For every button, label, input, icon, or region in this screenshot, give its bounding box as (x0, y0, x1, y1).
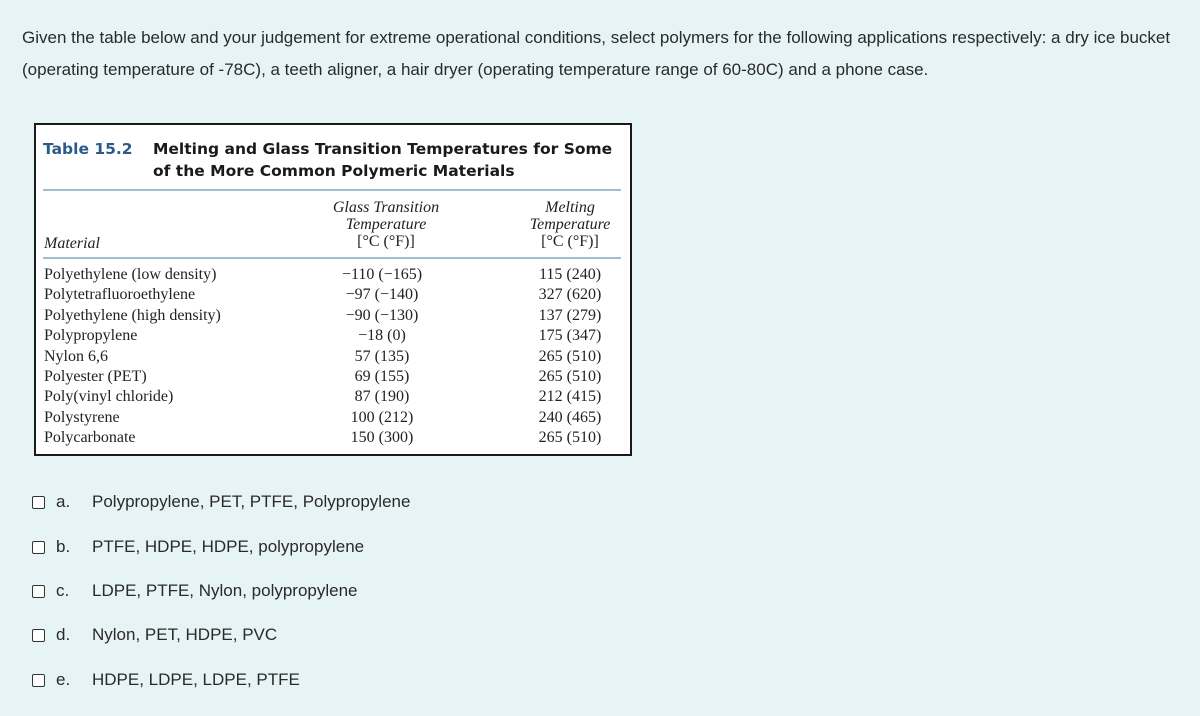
table-row-tg: −97 (−140) (345, 286, 419, 304)
table-row-tm: 265 (510) (538, 429, 602, 447)
header-tm-line1: Melting (545, 199, 595, 216)
table-row-tg: 150 (300) (350, 429, 414, 447)
header-material: Material (44, 235, 100, 252)
checkbox-c[interactable] (32, 585, 45, 598)
table-row-material: Polycarbonate (44, 429, 136, 447)
checkbox-b[interactable] (32, 541, 45, 554)
question-text: Given the table below and your judgement for extreme operational conditions, select polymers for the following applications respectively: a dry ice bucket (operating temperature of -78C), a teeth aligner, a hair dryer (operating temperature range of 60-80C) and a phone case. (22, 28, 1171, 79)
option-letter: a. (56, 492, 71, 511)
header-melting (520, 199, 620, 250)
polymer-table-image (34, 123, 632, 456)
table-row-tg: 100 (212) (350, 408, 414, 426)
option-c[interactable] (32, 577, 358, 605)
header-tg-line1: Glass Transition (332, 199, 440, 216)
table-top-rule (43, 189, 621, 191)
option-e[interactable] (32, 666, 300, 694)
material-column (44, 265, 221, 449)
table-number: Table 15.2 (43, 140, 133, 158)
table-row-tg: −110 (−165) (341, 266, 423, 283)
table-title: Melting and Glass Transition Temperatures for Some of the More Common Polymeric Materials (153, 140, 613, 180)
option-text: PTFE, HDPE, HDPE, polypropylene (92, 537, 365, 556)
table-row-tg: 87 (190) (354, 388, 410, 406)
option-text: LDPE, PTFE, Nylon, polypropylene (92, 581, 358, 600)
checkbox-e[interactable] (32, 674, 45, 687)
header-tg-line2: Temperature (345, 216, 427, 233)
option-letter: b. (56, 537, 71, 556)
melting-column (520, 265, 620, 449)
header-tm-line2: Temperature (529, 216, 611, 233)
table-row-material: Nylon 6,6 (44, 347, 108, 365)
table-row-material: Polyethylene (low density) (44, 266, 217, 283)
table-row-tm: 265 (510) (538, 347, 602, 365)
table-row-tm: 327 (620) (538, 286, 602, 304)
table-row-material: Polyethylene (high density) (44, 306, 221, 324)
table-row-tm: 265 (510) (538, 368, 602, 386)
table-row-material: Polystyrene (44, 408, 120, 426)
table-row-tg: −18 (0) (358, 327, 406, 345)
checkbox-d[interactable] (32, 629, 45, 642)
table-row-material: Polypropylene (44, 327, 138, 345)
option-letter: d. (56, 625, 71, 644)
option-d[interactable] (32, 621, 277, 649)
option-letter: c. (56, 581, 70, 600)
option-text: Polypropylene, PET, PTFE, Polypropylene (92, 492, 411, 511)
table-row-material: Polytetrafluoroethylene (44, 286, 196, 304)
header-tg-unit: [°C (°F)] (357, 233, 415, 250)
table-row-tm: 240 (465) (538, 408, 602, 426)
table-row-tm: 212 (415) (538, 388, 602, 406)
table-header-rule (43, 257, 621, 259)
checkbox-a[interactable] (32, 496, 45, 509)
option-text: HDPE, LDPE, LDPE, PTFE (92, 670, 300, 689)
glass-transition-column (296, 265, 468, 449)
table-row-tm: 137 (279) (538, 306, 602, 324)
option-a[interactable] (32, 488, 410, 516)
table-row-tm: 115 (240) (538, 266, 602, 283)
option-text: Nylon, PET, HDPE, PVC (92, 625, 278, 644)
option-letter: e. (56, 670, 71, 689)
table-row-tg: −90 (−130) (345, 306, 419, 324)
table-row-material: Polyester (PET) (44, 368, 147, 386)
option-b[interactable] (32, 533, 364, 561)
header-tm-unit: [°C (°F)] (541, 233, 599, 250)
table-row-tm: 175 (347) (538, 327, 602, 345)
table-row-tg: 69 (155) (354, 368, 410, 386)
header-glass-transition (306, 199, 466, 250)
table-row-tg: 57 (135) (354, 347, 410, 365)
table-row-material: Poly(vinyl chloride) (44, 388, 174, 406)
